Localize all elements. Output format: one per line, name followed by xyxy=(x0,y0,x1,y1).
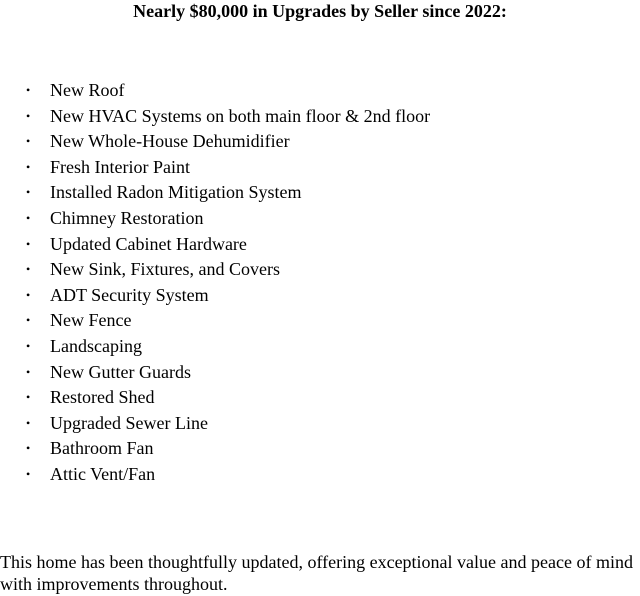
bullet-icon: • xyxy=(26,83,31,97)
bullet-icon: • xyxy=(26,159,31,174)
list-item xyxy=(0,78,430,104)
bullet-icon: • xyxy=(26,287,31,302)
list-item xyxy=(0,283,430,309)
list-item-label: Updated Cabinet Hardware xyxy=(50,233,247,254)
list-item-label: New HVAC Systems on both main floor & 2nd floor xyxy=(50,105,431,126)
list-item xyxy=(0,411,430,437)
list-item xyxy=(0,308,430,334)
closing-paragraph: This home has been thoughtfully updated, offering exceptional value and peace of mind with improvements throughout. xyxy=(0,552,633,594)
bullet-icon: • xyxy=(26,236,31,251)
bullet-icon: • xyxy=(26,441,31,456)
bullet-icon: • xyxy=(26,313,31,328)
bullet-icon: • xyxy=(26,108,31,123)
list-item-label: New Roof xyxy=(50,80,125,100)
list-item-label: New Sink, Fixtures, and Covers xyxy=(50,259,280,280)
list-item xyxy=(0,104,430,130)
list-item xyxy=(0,155,430,181)
list-item-label: New Fence xyxy=(50,310,132,331)
list-item-label: Upgraded Sewer Line xyxy=(50,412,208,433)
upgrades-list xyxy=(0,78,430,488)
list-item xyxy=(0,385,430,411)
bullet-icon: • xyxy=(26,185,31,200)
list-item-label: Landscaping xyxy=(50,335,142,356)
list-item xyxy=(0,257,430,283)
list-item-label: Attic Vent/Fan xyxy=(50,463,156,484)
bullet-icon: • xyxy=(26,390,31,405)
list-item xyxy=(0,360,430,386)
bullet-icon: • xyxy=(26,364,31,379)
bullet-icon: • xyxy=(26,134,31,149)
list-item-label: Chimney Restoration xyxy=(50,207,204,228)
list-item-label: ADT Security System xyxy=(50,284,209,305)
list-item xyxy=(0,436,430,462)
bullet-icon: • xyxy=(26,415,31,430)
list-item-label: Fresh Interior Paint xyxy=(50,156,190,177)
list-item-label: New Gutter Guards xyxy=(50,361,191,382)
list-item-label: Installed Radon Mitigation System xyxy=(50,182,302,203)
list-item-label: New Whole-House Dehumidifier xyxy=(50,131,290,152)
list-item xyxy=(0,334,430,360)
list-item-label: Bathroom Fan xyxy=(50,438,154,459)
list-item xyxy=(0,129,430,155)
list-item-label: Restored Shed xyxy=(50,387,155,408)
bullet-icon: • xyxy=(26,210,31,225)
bullet-icon: • xyxy=(26,338,31,353)
bullet-icon: • xyxy=(26,466,31,481)
page-title: Nearly $80,000 in Upgrades by Seller since 2022: xyxy=(133,1,507,21)
list-item xyxy=(0,232,430,258)
list-item xyxy=(0,462,430,488)
list-item xyxy=(0,180,430,206)
list-item xyxy=(0,206,430,232)
bullet-icon: • xyxy=(26,262,31,277)
